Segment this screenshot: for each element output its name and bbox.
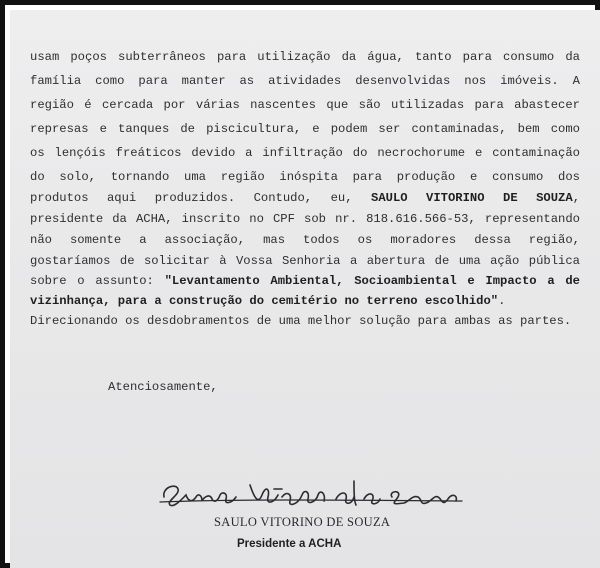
body-text: não somente a associação, mas todos os moradores dessa região, <box>30 233 580 247</box>
body-text: , <box>572 191 581 205</box>
body-line-11 <box>30 273 580 289</box>
body-line-9 <box>30 232 580 248</box>
body-line-3 <box>30 97 580 113</box>
body-text: família como para manter as atividades desenvolvidas nos imóveis. A <box>30 74 580 88</box>
closing-salutation: Atenciosamente, <box>108 380 218 394</box>
body-text: gostaríamos de solicitar à Vossa Senhoria a abertura de uma ação pública <box>30 254 580 268</box>
request-title-bold: vizinhança, para a construção do cemitério no terreno escolhido" <box>30 294 499 308</box>
body-text: . <box>498 294 506 308</box>
body-line-7 <box>30 190 580 206</box>
body-line-1 <box>30 49 580 65</box>
body-text: região é cercada por várias nascentes que são utilizadas para abastecer <box>30 98 580 112</box>
signer-role: Presidente a ACHA <box>237 538 342 550</box>
body-line-8 <box>30 211 580 227</box>
body-text: sobre o assunto: <box>30 274 165 288</box>
body-line-5 <box>30 145 580 161</box>
body-text: presidente da ACHA, inscrito no CPF sob nr. 818.616.566-53, representando <box>30 212 580 226</box>
signer-name: SAULO VITORINO DE SOUZA <box>214 515 391 529</box>
body-line-4 <box>30 121 580 137</box>
body-line-13 <box>30 313 580 329</box>
body-text: produtos aqui produzidos. Contudo, eu, <box>30 191 371 205</box>
president-name-bold: SAULO VITORINO DE SOUZA <box>371 191 573 205</box>
body-line-2 <box>30 73 580 89</box>
body-text: os lençóis freáticos devido a infiltração do necrochorume e contaminação <box>30 146 580 160</box>
body-text: do solo, tornando uma região inóspita para produção e consumo dos <box>30 170 580 184</box>
body-line-10 <box>30 253 580 269</box>
body-text: usam poços subterrâneos para utilização da água, tanto para consumo da <box>30 50 580 64</box>
body-line-12 <box>30 293 580 309</box>
body-text: Direcionando os desdobramentos de uma melhor solução para ambas as partes. <box>30 314 572 328</box>
letter-page <box>10 10 600 568</box>
body-text: represas e tanques de piscicultura, e podem ser contaminadas, bem como <box>30 122 580 136</box>
request-title-bold: "Levantamento Ambiental, Socioambiental e Impacto a de <box>164 274 580 288</box>
body-line-6 <box>30 169 580 185</box>
handwritten-signature <box>158 475 468 515</box>
